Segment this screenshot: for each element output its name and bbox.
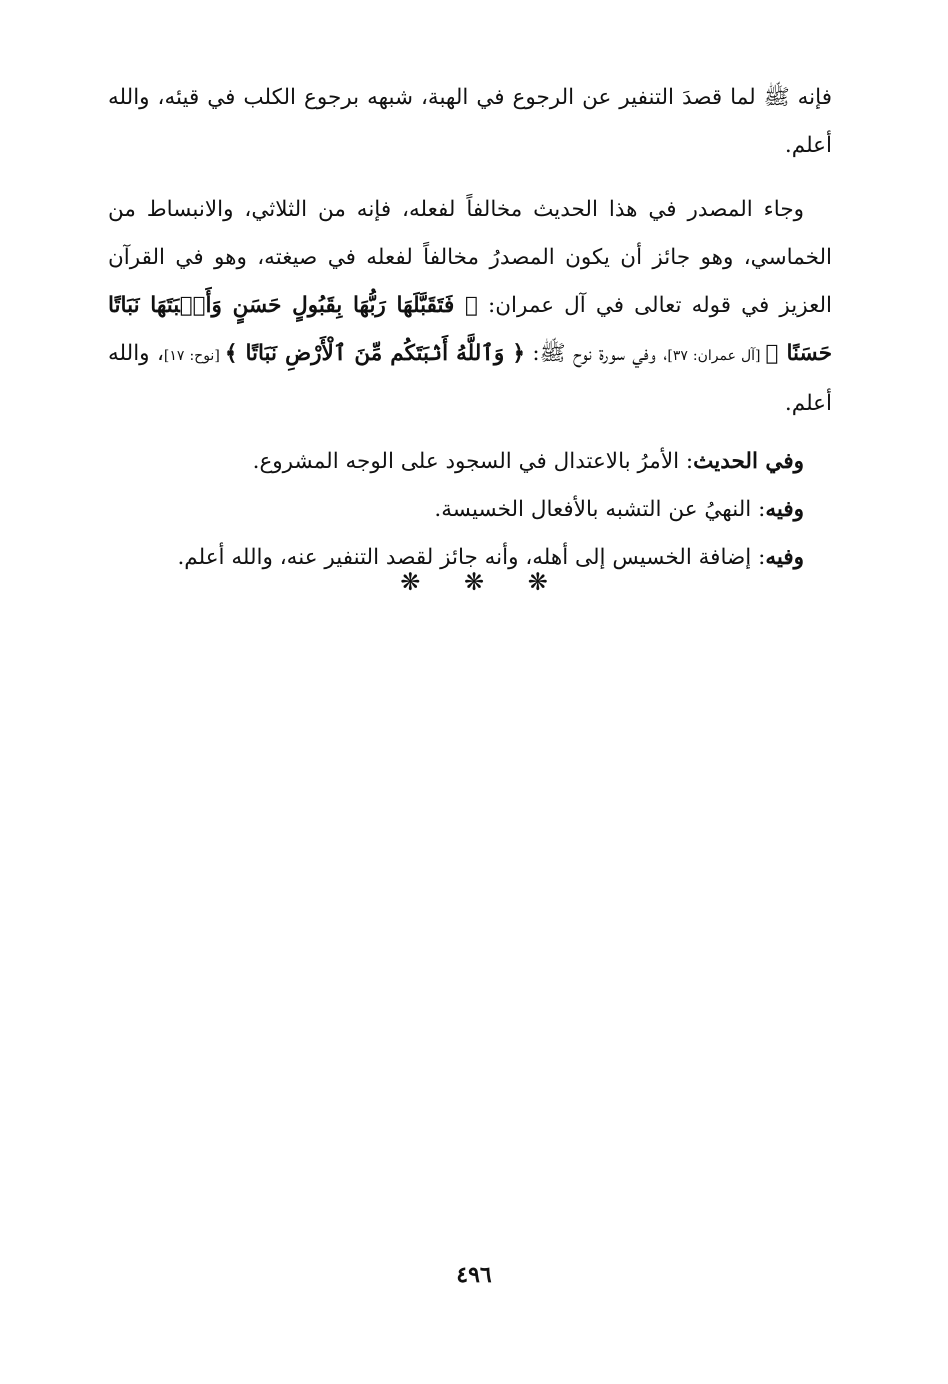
quran-verse-al-imran: ﴿ فَتَقَبَّلَهَا رَبُّهَا بِقَبُولٍ حَسَنٍ وَأَنۢبَتَهَا نَبَاتًا حَسَنًا ﴾ [108,293,833,366]
main-text [108,74,832,582]
paragraph-text: ، والله أعلم. [108,341,832,416]
star-icon: ❋ [463,568,485,596]
point-lead: وفي الحديث [693,449,804,474]
point-text: : الأمرُ بالاعتدال في السجود على الوجه المشروع. [252,449,694,474]
point-lead: وفيه [765,545,804,570]
verse-reference: [نوح: ١٧] [163,348,225,364]
benefit-point [108,486,832,534]
paragraph-text: وجاء المصدر في هذا الحديث مخالفاً لفعله، فإنه من الثلاثي، والانبساط من الخماسي، وهو جائز أن يكون المصدرُ مخالفاً لفعله في صيغته، وهو في القرآن العزيز في قوله تعالى في آل عمران: [108,197,833,318]
quran-verse-nuh: ﴿ وَٱللَّهُ أَنۢبَتَكُم مِّنَ ٱلْأَرْضِ نَبَاتًا ﴾ [224,341,525,366]
page-number: ٤٩٦ [456,1262,492,1288]
paragraph-text: فإنه ﷺ لما قصدَ التنفير عن الرجوع في الهبة، شبهه برجوع الكلب في قيئه، والله أعلم. [108,85,832,158]
paragraph-text: ، وفي سورة نوح ﷺ: [524,341,668,366]
verse-reference: [آل عمران: ٣٧] [667,348,766,364]
star-icon: ❋ [527,568,548,596]
star-icon: ❋ [400,568,421,596]
paragraph-conclusion [108,74,832,170]
point-text: : النهيُ عن التشبه بالأفعال الخسيسة. [434,497,766,522]
benefit-point [108,438,832,486]
point-text: : إضافة الخسيس إلى أهله، وأنه جائز لقصد التنفير عنه، والله أعلم. [177,545,766,570]
point-lead: وفيه [765,497,804,522]
paragraph-masdar [108,186,832,428]
section-separator [0,568,948,596]
